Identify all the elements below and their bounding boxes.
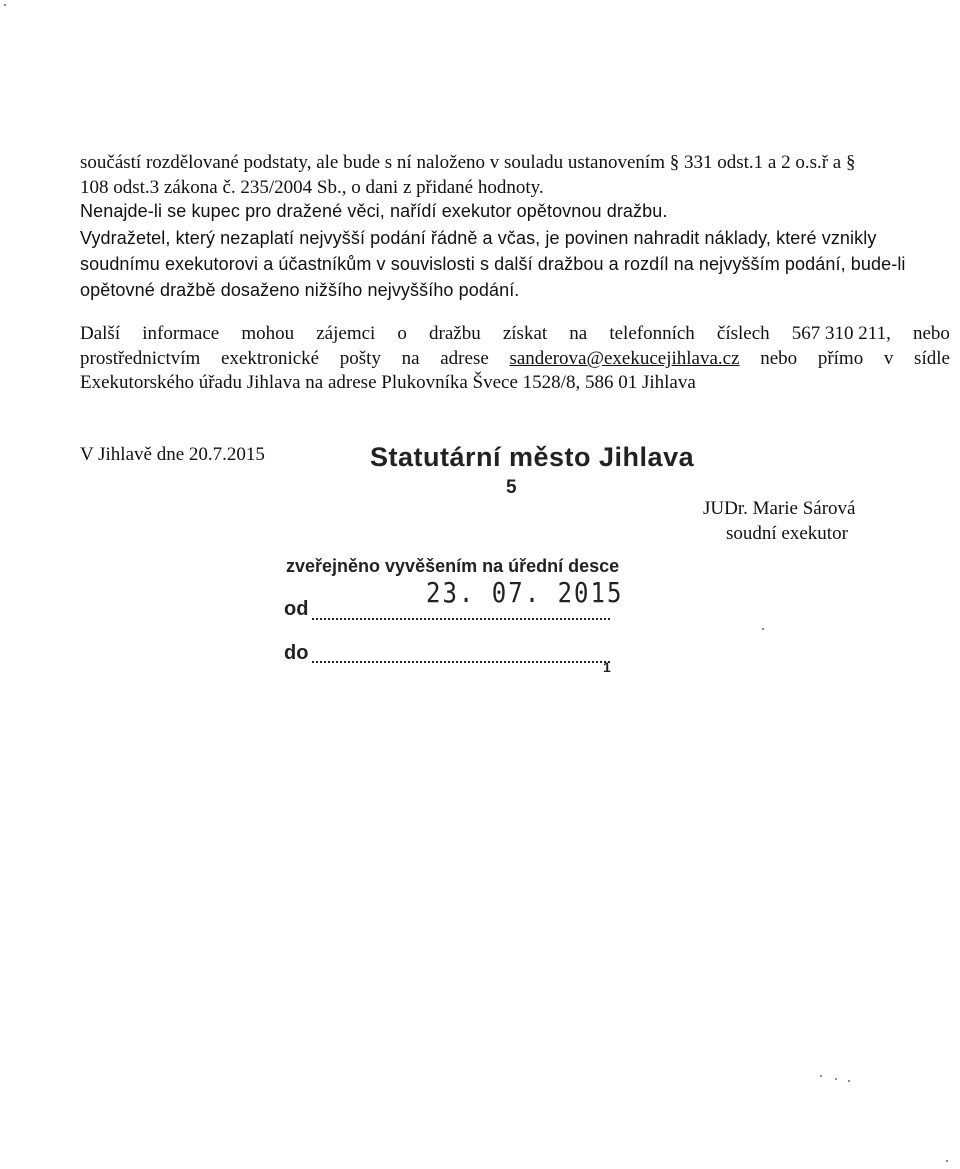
stamp-number: 5 [506,477,517,498]
word: mohou [241,323,295,344]
scan-speck [835,1078,837,1080]
stamp-to-dotted-line [312,661,610,663]
word: o [397,323,407,344]
word: Další [80,323,121,344]
stamp-from-dotted-line [312,618,610,620]
word: telefonních [609,323,695,344]
stamp-posted-text: zveřejněno vyvěšením na úřední desce [286,556,620,576]
phone-number: 567 310 211, [791,323,891,344]
word: na [401,348,420,369]
word: informace [142,323,220,344]
word: zájemci [316,323,376,344]
paragraph-3-line-1 [80,323,950,345]
word: adrese [440,348,489,369]
scan-speck [820,1075,822,1077]
paragraph-2-line-2: Vydražetel, který nezaplatí nejvyšší podání řádně a včas, je povinen nahradit náklady, které vznikly [80,228,877,248]
signature-name: JUDr. Marie Sárová [703,498,856,519]
signature-role: soudní exekutor [726,523,848,544]
paragraph-1-line-1: součástí rozdělované podstaty, ale bude s ní naloženo v souladu ustanovením § 331 odst.1 a 2 o.s.ř a § [80,152,856,173]
stamp-from-date: 23. 07. 2015 [426,576,624,610]
place-date: V Jihlavě dne 20.7.2015 [80,444,265,465]
scan-speck [848,1080,850,1082]
word: přímo [817,348,864,369]
paragraph-1-line-2: 108 odst.3 zákona č. 235/2004 Sb., o dani z přidané hodnoty. [80,177,544,198]
word: prostřednictvím [80,348,201,369]
word: exektronické [220,348,320,369]
word: číslech [716,323,770,344]
word: nebo [760,348,798,369]
stamp-title: Statutární město Jihlava [370,442,695,472]
word: sídle [914,348,950,369]
word: na [569,323,588,344]
word: dražbu [429,323,481,344]
scan-speck [762,628,764,630]
stamp-from-label: od [284,598,309,620]
paragraph-2-line-1: Nenajde-li se kupec pro dražené věci, nařídí exekutor opětovnou dražbu. [80,201,668,221]
scan-speck [946,1160,948,1162]
paragraph-2-line-4: opětovné dražbě dosaženo nižšího nejvyššího podání. [80,280,520,300]
word: nebo [912,323,950,344]
paragraph-3-line-2 [80,348,950,370]
stamp-to-label: do [284,642,309,664]
paragraph-3-line-3: Exekutorského úřadu Jihlava na adrese Plukovníka Švece 1528/8, 586 01 Jihlava [80,372,696,393]
word: v [883,348,894,369]
paragraph-2-line-3: soudnímu exekutorovi a účastníkům v souvislosti s další dražbou a rozdíl na nejvyšším podání, bude-li [80,254,906,274]
email-link[interactable]: sanderova@exekucejihlava.cz [509,348,740,369]
stamp-page-mark: 1 [603,659,611,675]
word: pošty [339,348,381,369]
scan-speck [4,4,6,6]
word: získat [502,323,548,344]
